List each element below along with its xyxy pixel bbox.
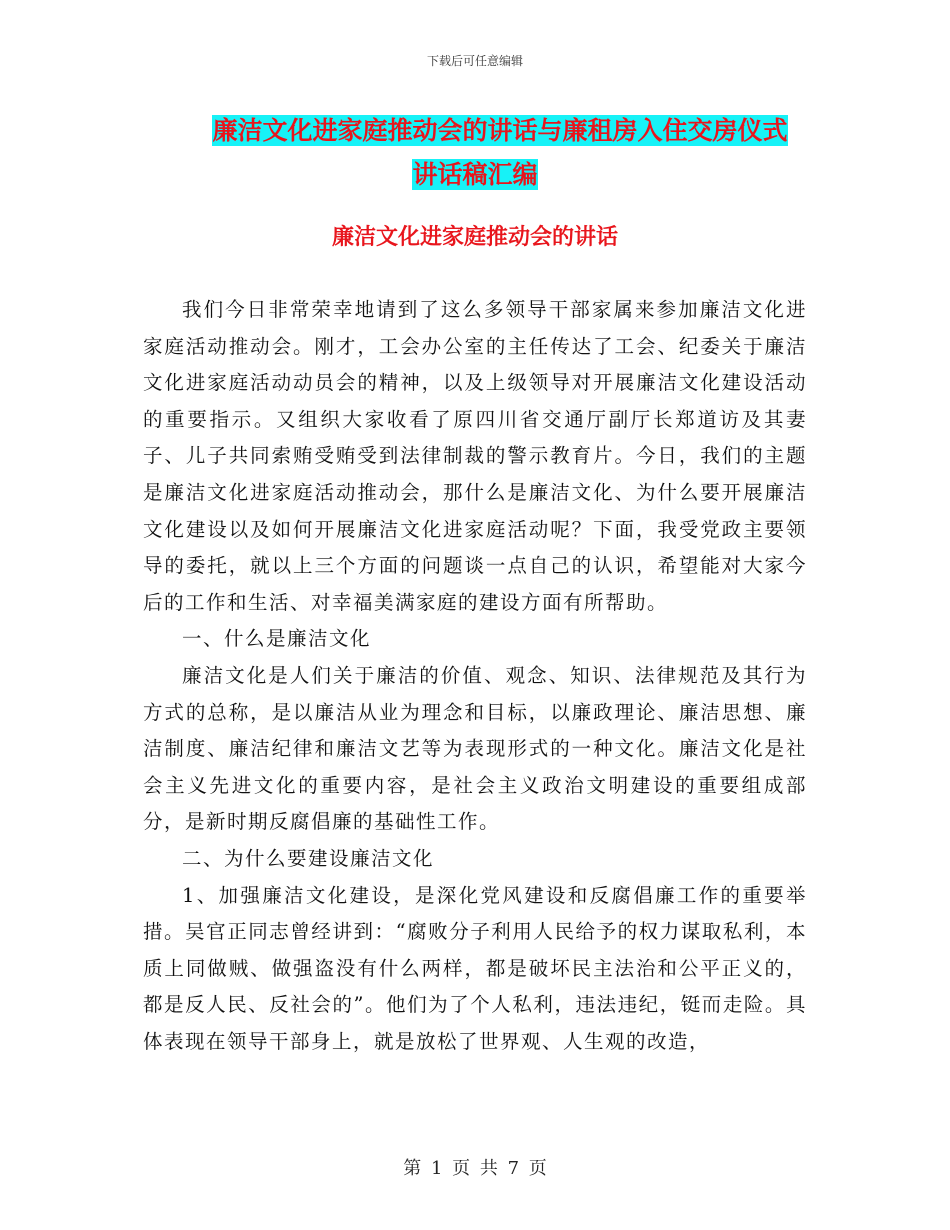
document-title-line-2-text: 讲话稿汇编 (412, 160, 538, 189)
document-title-line-1-text: 廉洁文化进家庭推动会的讲话与廉租房入住交房仪式 (212, 116, 788, 145)
header-note: 下载后可任意编辑 (426, 54, 523, 68)
body-text (143, 292, 807, 1060)
paragraph-definition: 廉洁文化是人们关于廉洁的价值、观念、知识、法律规范及其行为方式的总称，是以廉洁从业为理念和目标，以廉政理论、廉洁思想、廉洁制度、廉洁纪律和廉洁文艺等为表现形式的一种文化。廉洁文化是社会主义先进文化的重要内容，是社会主义政治文明建设的重要组成部分，是新时期反腐倡廉的基础性工作。 (143, 663, 807, 834)
document-title-line-2 (0, 158, 950, 192)
section-heading: 廉洁文化进家庭推动会的讲话 (331, 225, 618, 250)
document-title-line-1 (0, 114, 950, 148)
paragraph-intro: 我们今日非常荣幸地请到了这么多领导干部家属来参加廉洁文化进家庭活动推动会。刚才，工会办公室的主任传达了工会、纪委关于廉洁文化进家庭活动动员会的精神，以及上级领导对开展廉洁文化建设活动的重要指示。又组织大家收看了原四川省交通厅副厅长郑道访及其妻子、儿子共同索贿受贿受到法律制裁的警示教育片。今日，我们的主题是廉洁文化进家庭活动推动会，那什么是廉洁文化、为什么要开展廉洁文化建设以及如何开展廉洁文化进家庭活动呢？下面，我受党政主要领导的委托，就以上三个方面的问题谈一点自己的认识，希望能对大家今后的工作和生活、对幸福美满家庭的建设方面有所帮助。 (143, 298, 807, 614)
page-number-footer: 第 1 页 共 7 页 (403, 1158, 547, 1179)
paragraph-point-1: 1、加强廉洁文化建设，是深化党风建设和反腐倡廉工作的重要举措。吴官正同志曾经讲到：“腐败分子利用人民给予的权力谋取私利，本质上同做贼、做强盗没有什么两样，都是破坏民主法治和公平正义的，都是反人民、反社会的”。他们为了个人私利，违法违纪，铤而走险。具体表现在领导干部身上，就是放松了世界观、人生观的改造， (143, 883, 807, 1053)
subheading-why-build-clean-culture: 二、为什么要建设廉洁文化 (182, 846, 435, 870)
subheading-what-is-clean-culture: 一、什么是廉洁文化 (182, 627, 372, 651)
